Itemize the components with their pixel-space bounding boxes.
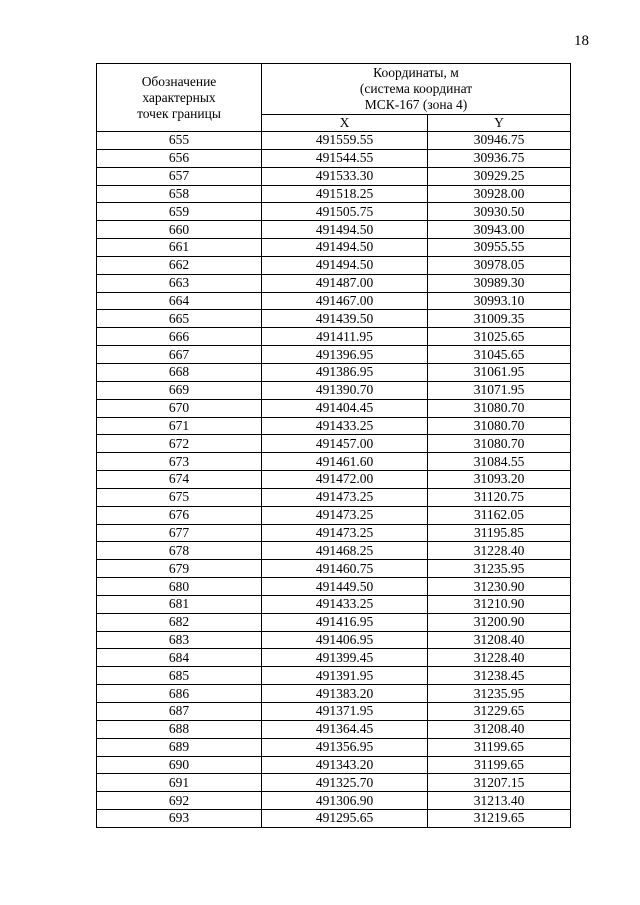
x-coordinate-cell: 491356.95 <box>262 738 428 756</box>
point-number-cell: 684 <box>97 649 262 667</box>
coords-header-line-2: (система координат <box>359 81 473 96</box>
x-coordinate-cell: 491460.75 <box>262 560 428 578</box>
table-row <box>97 471 571 489</box>
point-number-cell: 692 <box>97 792 262 810</box>
x-coordinate-cell: 491371.95 <box>262 703 428 721</box>
table-row <box>97 488 571 506</box>
point-number-cell: 667 <box>97 346 262 364</box>
table-row <box>97 453 571 471</box>
x-coordinate-cell: 491505.75 <box>262 203 428 221</box>
y-coordinate-cell: 30943.00 <box>428 221 571 239</box>
point-number-cell: 666 <box>97 328 262 346</box>
y-coordinate-cell: 31213.40 <box>428 792 571 810</box>
x-coordinate-cell: 491391.95 <box>262 667 428 685</box>
point-number-cell: 662 <box>97 256 262 274</box>
y-coordinate-cell: 31235.95 <box>428 685 571 703</box>
y-coordinate-cell: 31228.40 <box>428 649 571 667</box>
y-coordinate-cell: 30989.30 <box>428 274 571 292</box>
y-coordinate-cell: 30930.50 <box>428 203 571 221</box>
table-row <box>97 328 571 346</box>
page-number: 18 <box>574 33 589 49</box>
table-row <box>97 274 571 292</box>
y-coordinate-cell: 31045.65 <box>428 346 571 364</box>
point-number-cell: 668 <box>97 363 262 381</box>
table-row <box>97 595 571 613</box>
x-coordinate-cell: 491306.90 <box>262 792 428 810</box>
point-number-cell: 680 <box>97 578 262 596</box>
x-coordinate-cell: 491487.00 <box>262 274 428 292</box>
y-coordinate-cell: 31235.95 <box>428 560 571 578</box>
point-designation-header <box>97 64 262 132</box>
table-row <box>97 613 571 631</box>
point-number-cell: 660 <box>97 221 262 239</box>
y-coordinate-cell: 31120.75 <box>428 488 571 506</box>
table-row <box>97 399 571 417</box>
table-row <box>97 756 571 774</box>
point-number-cell: 658 <box>97 185 262 203</box>
point-number-cell: 656 <box>97 149 262 167</box>
table-row <box>97 792 571 810</box>
point-number-cell: 675 <box>97 488 262 506</box>
point-number-cell: 671 <box>97 417 262 435</box>
table-row <box>97 738 571 756</box>
y-coordinate-cell: 31210.90 <box>428 595 571 613</box>
point-number-cell: 677 <box>97 524 262 542</box>
point-number-cell: 679 <box>97 560 262 578</box>
table-row <box>97 256 571 274</box>
y-coordinate-cell: 31080.70 <box>428 435 571 453</box>
x-coordinate-cell: 491449.50 <box>262 578 428 596</box>
y-coordinate-cell: 30936.75 <box>428 149 571 167</box>
y-coordinate-cell: 31080.70 <box>428 399 571 417</box>
y-coordinate-cell: 31071.95 <box>428 381 571 399</box>
y-coordinate-cell: 31080.70 <box>428 417 571 435</box>
y-coordinate-cell: 31230.90 <box>428 578 571 596</box>
x-coordinate-cell: 491559.55 <box>262 132 428 150</box>
point-number-cell: 682 <box>97 613 262 631</box>
x-coordinate-cell: 491457.00 <box>262 435 428 453</box>
y-column-header: Y <box>428 115 571 132</box>
x-coordinate-cell: 491383.20 <box>262 685 428 703</box>
x-coordinate-cell: 491396.95 <box>262 346 428 364</box>
table-row <box>97 435 571 453</box>
x-coordinate-cell: 491467.00 <box>262 292 428 310</box>
point-header-line-2: характерных <box>142 89 216 105</box>
table-row <box>97 649 571 667</box>
point-number-cell: 673 <box>97 453 262 471</box>
x-coordinate-cell: 491494.50 <box>262 239 428 257</box>
x-coordinate-cell: 491295.65 <box>262 810 428 828</box>
x-coordinate-cell: 491404.45 <box>262 399 428 417</box>
point-number-cell: 672 <box>97 435 262 453</box>
coordinates-header <box>262 64 571 115</box>
table-body <box>97 132 571 828</box>
table-row <box>97 221 571 239</box>
x-coordinate-cell: 491411.95 <box>262 328 428 346</box>
table-row <box>97 346 571 364</box>
table-row <box>97 703 571 721</box>
table-row <box>97 720 571 738</box>
point-number-cell: 693 <box>97 810 262 828</box>
coords-header-line-3: МСК-167 (зона 4) <box>364 97 468 112</box>
x-coordinate-cell: 491390.70 <box>262 381 428 399</box>
table-row <box>97 631 571 649</box>
point-number-cell: 683 <box>97 631 262 649</box>
y-coordinate-cell: 31207.15 <box>428 774 571 792</box>
table-row <box>97 685 571 703</box>
y-coordinate-cell: 31208.40 <box>428 631 571 649</box>
coords-header-line-1: Координаты, м <box>373 65 459 80</box>
table-row <box>97 578 571 596</box>
point-number-cell: 657 <box>97 167 262 185</box>
table-row <box>97 774 571 792</box>
table-row <box>97 810 571 828</box>
table-row <box>97 239 571 257</box>
table-row <box>97 132 571 150</box>
y-coordinate-cell: 30929.25 <box>428 167 571 185</box>
x-coordinate-cell: 491399.45 <box>262 649 428 667</box>
point-number-cell: 676 <box>97 506 262 524</box>
y-coordinate-cell: 30928.00 <box>428 185 571 203</box>
y-coordinate-cell: 31228.40 <box>428 542 571 560</box>
x-column-header: X <box>262 115 428 132</box>
point-number-cell: 689 <box>97 738 262 756</box>
y-coordinate-cell: 30978.05 <box>428 256 571 274</box>
x-coordinate-cell: 491343.20 <box>262 756 428 774</box>
y-coordinate-cell: 30946.75 <box>428 132 571 150</box>
y-coordinate-cell: 31200.90 <box>428 613 571 631</box>
table-row <box>97 292 571 310</box>
y-coordinate-cell: 31219.65 <box>428 810 571 828</box>
table-row <box>97 417 571 435</box>
y-coordinate-cell: 31009.35 <box>428 310 571 328</box>
y-coordinate-cell: 31025.65 <box>428 328 571 346</box>
y-coordinate-cell: 31195.85 <box>428 524 571 542</box>
table-row <box>97 149 571 167</box>
x-coordinate-cell: 491416.95 <box>262 613 428 631</box>
x-coordinate-cell: 491494.50 <box>262 221 428 239</box>
point-number-cell: 665 <box>97 310 262 328</box>
y-coordinate-cell: 31093.20 <box>428 471 571 489</box>
point-number-cell: 687 <box>97 703 262 721</box>
x-coordinate-cell: 491473.25 <box>262 524 428 542</box>
x-coordinate-cell: 491518.25 <box>262 185 428 203</box>
table-row <box>97 560 571 578</box>
point-number-cell: 664 <box>97 292 262 310</box>
point-number-cell: 686 <box>97 685 262 703</box>
y-coordinate-cell: 31229.65 <box>428 703 571 721</box>
x-coordinate-cell: 491473.25 <box>262 506 428 524</box>
x-coordinate-cell: 491364.45 <box>262 720 428 738</box>
table-row <box>97 506 571 524</box>
y-coordinate-cell: 31084.55 <box>428 453 571 471</box>
x-coordinate-cell: 491468.25 <box>262 542 428 560</box>
y-coordinate-cell: 31238.45 <box>428 667 571 685</box>
point-number-cell: 685 <box>97 667 262 685</box>
point-number-cell: 663 <box>97 274 262 292</box>
point-number-cell: 690 <box>97 756 262 774</box>
x-coordinate-cell: 491544.55 <box>262 149 428 167</box>
coordinates-table <box>96 63 571 828</box>
table-row <box>97 310 571 328</box>
point-number-cell: 669 <box>97 381 262 399</box>
x-coordinate-cell: 491533.30 <box>262 167 428 185</box>
point-header-line-1: Обозначение <box>141 73 217 89</box>
table-row <box>97 542 571 560</box>
point-header-line-3: точек границы <box>137 105 221 121</box>
table-row <box>97 524 571 542</box>
x-coordinate-cell: 491325.70 <box>262 774 428 792</box>
x-coordinate-cell: 491473.25 <box>262 488 428 506</box>
x-coordinate-cell: 491461.60 <box>262 453 428 471</box>
x-coordinate-cell: 491439.50 <box>262 310 428 328</box>
point-number-cell: 681 <box>97 595 262 613</box>
point-number-cell: 655 <box>97 132 262 150</box>
point-number-cell: 691 <box>97 774 262 792</box>
point-number-cell: 674 <box>97 471 262 489</box>
table-row <box>97 667 571 685</box>
x-coordinate-cell: 491433.25 <box>262 417 428 435</box>
table-row <box>97 381 571 399</box>
x-coordinate-cell: 491494.50 <box>262 256 428 274</box>
point-number-cell: 688 <box>97 720 262 738</box>
point-number-cell: 670 <box>97 399 262 417</box>
table-row <box>97 203 571 221</box>
y-coordinate-cell: 31199.65 <box>428 756 571 774</box>
y-coordinate-cell: 31208.40 <box>428 720 571 738</box>
table-row <box>97 185 571 203</box>
y-coordinate-cell: 31061.95 <box>428 363 571 381</box>
point-number-cell: 678 <box>97 542 262 560</box>
x-coordinate-cell: 491433.25 <box>262 595 428 613</box>
x-coordinate-cell: 491386.95 <box>262 363 428 381</box>
point-number-cell: 659 <box>97 203 262 221</box>
table-row <box>97 363 571 381</box>
x-coordinate-cell: 491472.00 <box>262 471 428 489</box>
y-coordinate-cell: 31199.65 <box>428 738 571 756</box>
y-coordinate-cell: 30993.10 <box>428 292 571 310</box>
point-number-cell: 661 <box>97 239 262 257</box>
y-coordinate-cell: 31162.05 <box>428 506 571 524</box>
table-row <box>97 167 571 185</box>
y-coordinate-cell: 30955.55 <box>428 239 571 257</box>
x-coordinate-cell: 491406.95 <box>262 631 428 649</box>
